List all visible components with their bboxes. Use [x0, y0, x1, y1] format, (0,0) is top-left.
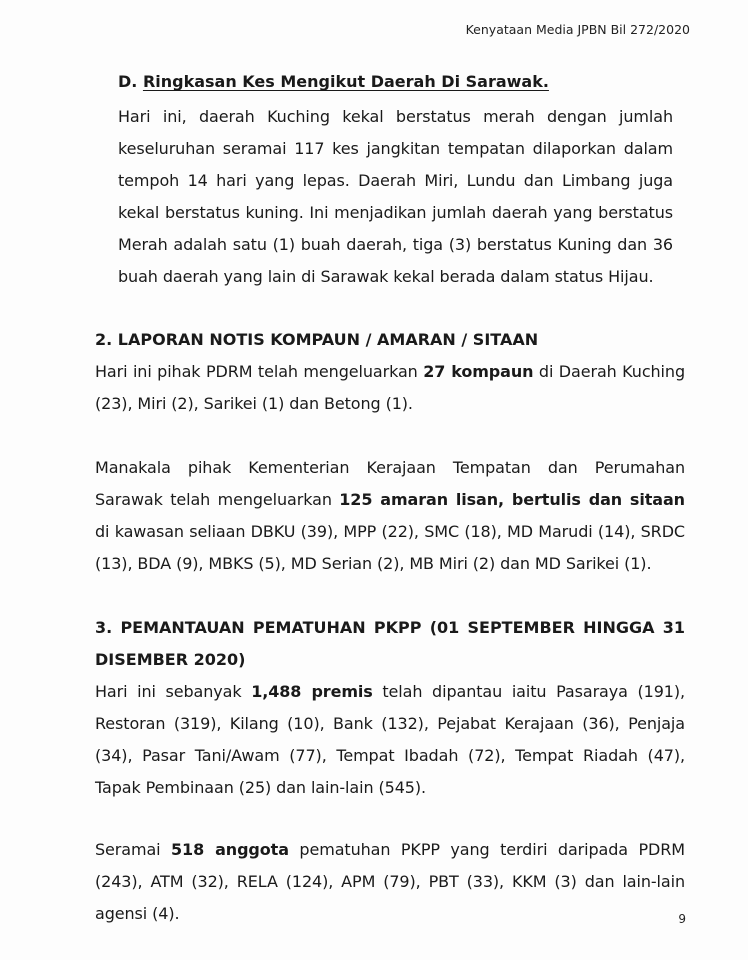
section-2-paragraph-2 — [95, 452, 685, 580]
section-3-p2-bold: 518 anggota — [171, 840, 289, 859]
section-2-p1-text: Hari ini pihak PDRM telah mengeluarkan — [95, 362, 424, 381]
section-2-p1-text-end: di Daerah Kuching (23), Miri (2), Sarikei (1) dan Betong (1). — [95, 362, 686, 413]
media-statement-reference: Kenyataan Media JPBN Bil 272/2020 — [465, 22, 690, 37]
section-3-p1-bold: 1,488 premis — [251, 682, 373, 701]
section-3-paragraph-1 — [95, 676, 685, 804]
section-3-p1-text: Hari ini sebanyak — [95, 682, 252, 701]
section-2-p2-bold: 125 amaran lisan, bertulis dan sitaan — [339, 490, 685, 509]
section-2-heading: 2. LAPORAN NOTIS KOMPAUN / AMARAN / SITAAN — [95, 330, 539, 349]
section-2-p1-bold: 27 kompaun — [423, 362, 534, 381]
section-2-p2-text-end: di kawasan seliaan DBKU (39), MPP (22), SMC (18), MD Marudi (14), SRDC (13), BDA (9), MBKS (5), MD Serian (2), MB Miri (2) dan MD Sarikei (1). — [95, 522, 685, 573]
section-3-p1-text-end: telah dipantau iaitu Pasaraya (191), Restoran (319), Kilang (10), Bank (132), Pejabat Kerajaan (36), Penjaja (34), Pasar Tani/Awam (77), Tempat Ibadah (72), Tempat Riadah (47), Tapak Pembinaan (25) dan lain-lain (545). — [95, 682, 685, 797]
section-3-paragraph-2 — [95, 834, 685, 930]
section-d-body: Hari ini, daerah Kuching kekal berstatus merah dengan jumlah keseluruhan seramai 117 kes jangkitan tempatan dilaporkan dalam tempoh 14 hari yang lepas. Daerah Miri, Lundu dan Limbang juga kekal berstatus kuning. Ini menjadikan jumlah daerah yang berstatus Merah adalah satu (1) buah daerah, tiga (3) berstatus Kuning dan 36 buah daerah yang lain di Sarawak kekal berada dalam status Hijau. — [118, 107, 673, 286]
section-d-prefix: D. — [118, 72, 138, 91]
section-d-heading — [118, 66, 549, 98]
section-3-p2-text-end: pematuhan PKPP yang terdiri daripada PDRM (243), ATM (32), RELA (124), APM (79), PBT (33), KKM (3) dan lain-lain agensi (4). — [95, 840, 685, 923]
section-2-p2-text: Manakala pihak Kementerian Kerajaan Tempatan dan Perumahan Sarawak telah mengeluarkan — [95, 458, 685, 509]
page-number: 9 — [678, 912, 686, 926]
section-2-paragraph-1 — [95, 356, 685, 420]
section-d-title: Ringkasan Kes Mengikut Daerah Di Sarawak. — [142, 72, 549, 91]
section-3-heading: 3. PEMANTAUAN PEMATUHAN PKPP (01 SEPTEMBER HINGGA 31 DISEMBER 2020) — [95, 618, 685, 669]
section-3-p2-text: Seramai — [95, 840, 172, 859]
